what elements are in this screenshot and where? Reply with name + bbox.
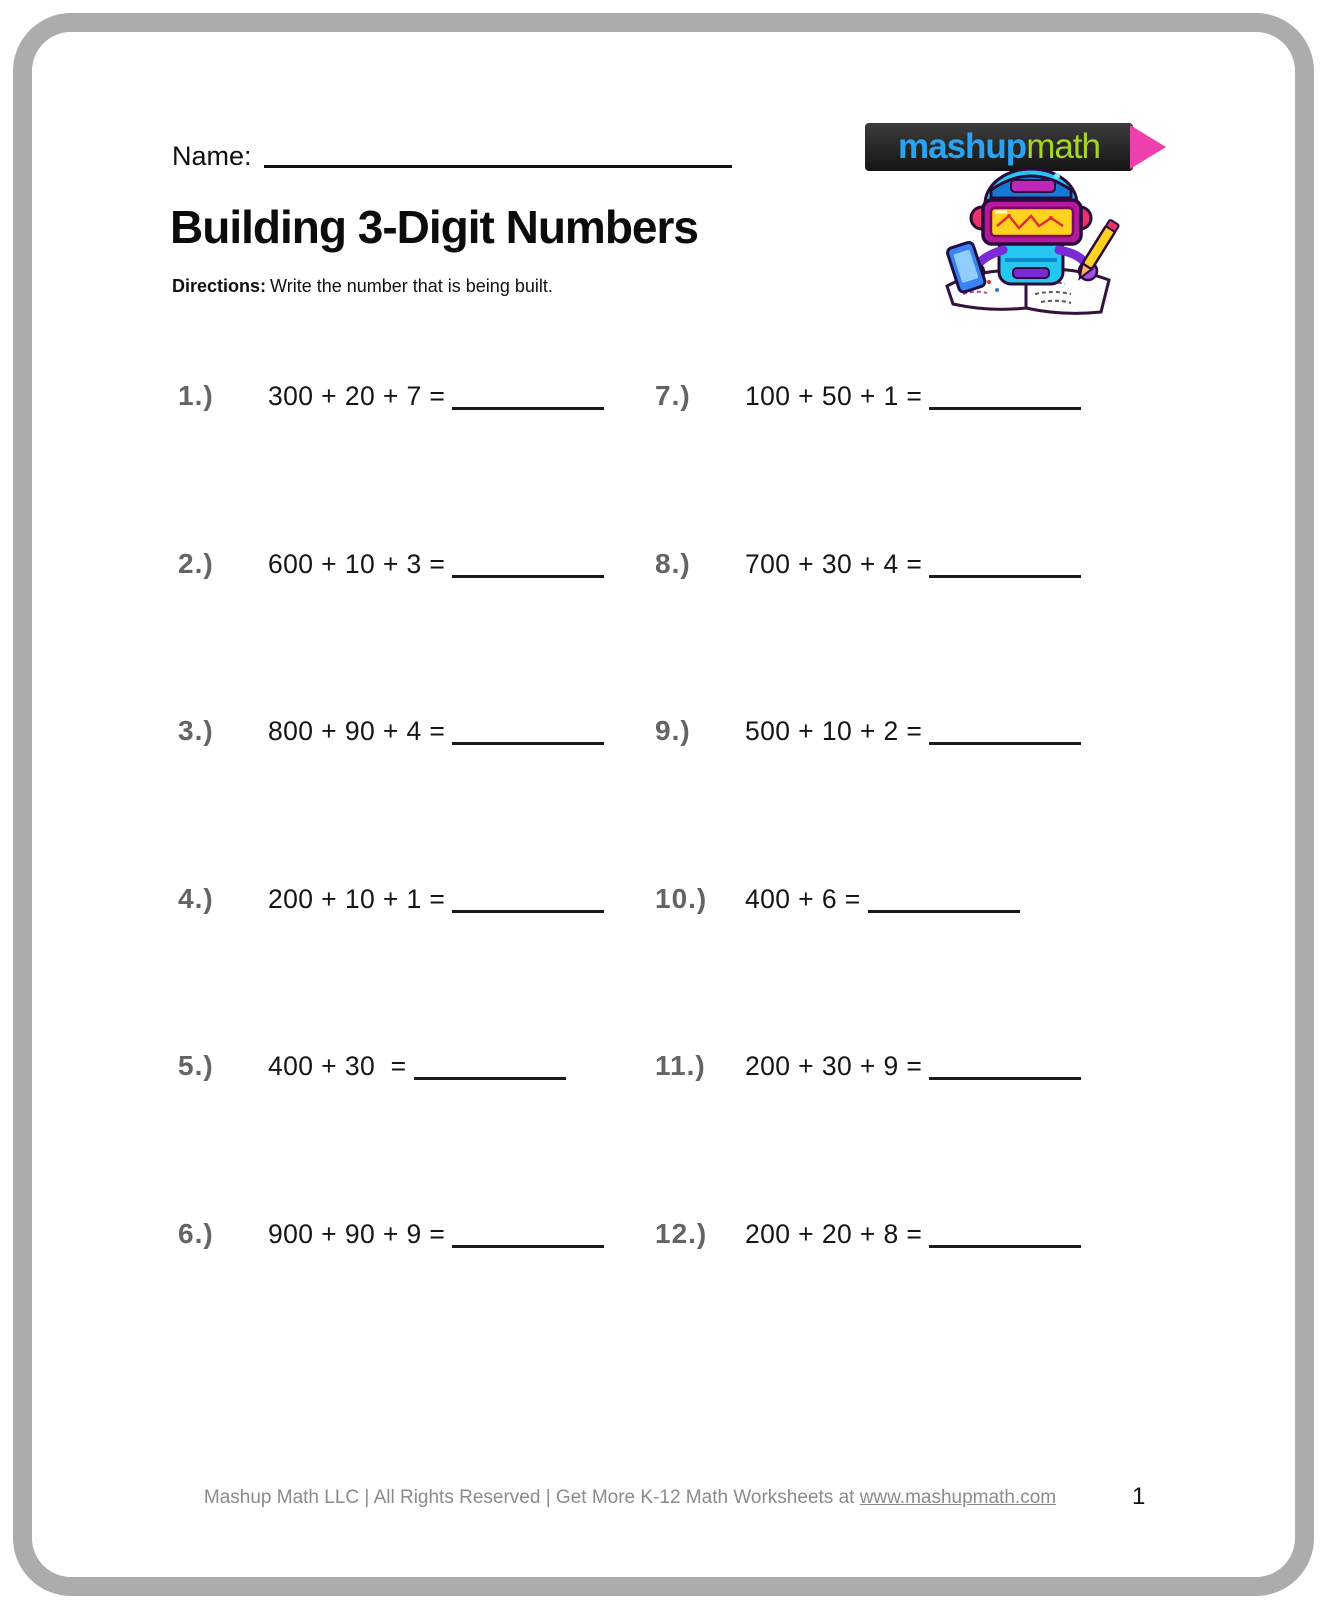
page-title: Building 3-Digit Numbers bbox=[170, 201, 698, 253]
name-input-line[interactable] bbox=[264, 141, 732, 168]
name-row bbox=[172, 138, 732, 172]
footer-text: Mashup Math LLC | All Rights Reserved | Get More K-12 Math Worksheets at bbox=[203, 1487, 860, 1508]
problem-row bbox=[655, 548, 1175, 716]
problem-row bbox=[178, 380, 655, 548]
problems-grid bbox=[178, 380, 1175, 1385]
problem-row bbox=[655, 1218, 1175, 1386]
answer-blank[interactable] bbox=[452, 565, 604, 578]
page-number: 1 bbox=[1132, 1483, 1146, 1510]
problem-expression: 500 + 10 + 2 = bbox=[745, 716, 923, 746]
problem-expression: 300 + 20 + 7 = bbox=[268, 381, 446, 411]
problem-expression: 100 + 50 + 1 = bbox=[745, 381, 923, 411]
directions-text: Write the number that is being built. bbox=[270, 276, 553, 296]
problem-expression: 900 + 90 + 9 = bbox=[268, 1218, 446, 1249]
problem-number: 6.) bbox=[178, 1217, 214, 1249]
problem-number: 12.) bbox=[655, 1217, 708, 1249]
problem-row bbox=[178, 548, 655, 716]
name-label: Name: bbox=[172, 141, 252, 171]
footer-link[interactable]: www.mashupmath.com bbox=[859, 1487, 1057, 1508]
problem-number: 11.) bbox=[655, 1050, 706, 1081]
problem-number: 7.) bbox=[655, 380, 691, 411]
problem-row bbox=[178, 715, 655, 883]
problem-row bbox=[655, 380, 1175, 548]
problem-number: 5.) bbox=[178, 1050, 214, 1081]
problem-row bbox=[655, 883, 1175, 1051]
answer-blank[interactable] bbox=[929, 732, 1081, 745]
problem-row bbox=[178, 1218, 655, 1386]
problem-expression: 200 + 20 + 8 = bbox=[745, 1218, 923, 1249]
problem-row bbox=[178, 883, 655, 1051]
problem-number: 2.) bbox=[178, 547, 214, 579]
answer-blank[interactable] bbox=[868, 900, 1020, 913]
problem-expression: 200 + 10 + 1 = bbox=[268, 883, 446, 914]
answer-blank[interactable] bbox=[929, 1067, 1081, 1080]
answer-blank[interactable] bbox=[452, 900, 604, 913]
robot-mascot-illustration bbox=[925, 164, 1133, 324]
answer-blank[interactable] bbox=[929, 397, 1081, 410]
answer-blank[interactable] bbox=[452, 732, 604, 745]
problem-expression: 800 + 90 + 4 = bbox=[268, 716, 446, 746]
answer-blank[interactable] bbox=[929, 1235, 1081, 1248]
play-triangle-icon bbox=[1130, 125, 1166, 169]
directions-label: Directions: bbox=[172, 276, 267, 296]
answer-blank[interactable] bbox=[414, 1067, 566, 1080]
logo-text-mashup: mashup bbox=[897, 127, 1027, 166]
problem-number: 4.) bbox=[178, 882, 214, 914]
problem-row bbox=[655, 1050, 1175, 1218]
footer bbox=[160, 1487, 1100, 1509]
answer-blank[interactable] bbox=[452, 397, 604, 410]
directions bbox=[172, 276, 553, 297]
problem-expression: 400 + 30 = bbox=[268, 1051, 407, 1081]
problem-expression: 400 + 6 = bbox=[745, 883, 861, 914]
problem-number: 1.) bbox=[178, 380, 214, 411]
answer-blank[interactable] bbox=[929, 565, 1081, 578]
problem-row bbox=[655, 715, 1175, 883]
problem-number: 10.) bbox=[655, 882, 708, 914]
problem-expression: 200 + 30 + 9 = bbox=[745, 1051, 923, 1081]
problem-row bbox=[178, 1050, 655, 1218]
problem-expression: 600 + 10 + 3 = bbox=[268, 548, 446, 579]
problem-number: 9.) bbox=[655, 715, 691, 746]
problem-number: 8.) bbox=[655, 547, 691, 579]
problem-expression: 700 + 30 + 4 = bbox=[745, 548, 923, 579]
problem-number: 3.) bbox=[178, 715, 214, 746]
logo-text-math: math bbox=[1026, 127, 1100, 166]
answer-blank[interactable] bbox=[452, 1235, 604, 1248]
